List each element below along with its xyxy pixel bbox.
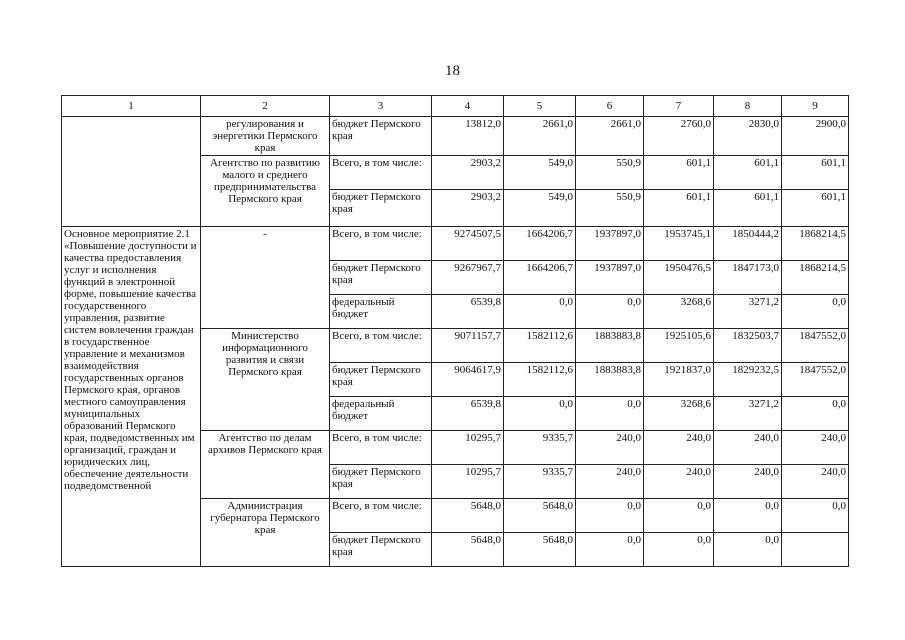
value-cell: 2830,0	[714, 117, 782, 156]
table-row	[62, 117, 849, 156]
value-cell: 0,0	[782, 295, 849, 329]
column-header: 6	[576, 96, 644, 117]
source-cell: бюджет Пермского края	[330, 465, 432, 499]
value-cell: 1953745,1	[644, 227, 714, 261]
value-cell: 2903,2	[432, 156, 504, 190]
source-cell: Всего, в том числе:	[330, 431, 432, 465]
value-cell: 1847552,0	[782, 363, 849, 397]
value-cell: 240,0	[644, 431, 714, 465]
budget-table	[61, 95, 849, 567]
source-cell: бюджет Пермского края	[330, 363, 432, 397]
source-cell: бюджет Пермского края	[330, 190, 432, 227]
value-cell: 1850444,2	[714, 227, 782, 261]
value-cell: 1925105,6	[644, 329, 714, 363]
value-cell: 0,0	[504, 397, 576, 431]
column-header: 3	[330, 96, 432, 117]
value-cell: 0,0	[644, 499, 714, 533]
value-cell: 0,0	[644, 533, 714, 567]
value-cell: 601,1	[782, 156, 849, 190]
value-cell: 13812,0	[432, 117, 504, 156]
value-cell: 240,0	[782, 431, 849, 465]
executor-cell: Агентство по развитию малого и среднего предпринимательства Пермского края	[201, 156, 330, 227]
executor-cell: Администрация губернатора Пермского края	[201, 499, 330, 567]
executor-cell: -	[201, 227, 330, 329]
value-cell: 3271,2	[714, 295, 782, 329]
value-cell: 0,0	[504, 295, 576, 329]
column-header: 2	[201, 96, 330, 117]
value-cell: 2661,0	[576, 117, 644, 156]
value-cell: 1921837,0	[644, 363, 714, 397]
value-cell: 0,0	[576, 295, 644, 329]
value-cell: 240,0	[782, 465, 849, 499]
value-cell: 1847552,0	[782, 329, 849, 363]
value-cell: 2661,0	[504, 117, 576, 156]
value-cell: 1868214,5	[782, 261, 849, 295]
value-cell: 5648,0	[432, 499, 504, 533]
value-cell: 1868214,5	[782, 227, 849, 261]
value-cell: 1883883,8	[576, 363, 644, 397]
value-cell: 1847173,0	[714, 261, 782, 295]
source-cell: бюджет Пермского края	[330, 261, 432, 295]
executor-cell: регулирования и энергетики Пермского края	[201, 117, 330, 156]
value-cell: 1950476,5	[644, 261, 714, 295]
value-cell: 9064617,9	[432, 363, 504, 397]
value-cell: 1829232,5	[714, 363, 782, 397]
value-cell: 9274507,5	[432, 227, 504, 261]
column-header: 8	[714, 96, 782, 117]
executor-cell: Агентство по делам архивов Пермского края	[201, 431, 330, 499]
column-header: 1	[62, 96, 201, 117]
value-cell: 0,0	[576, 499, 644, 533]
table-row	[62, 227, 849, 261]
value-cell: 1582112,6	[504, 329, 576, 363]
activity-cell-empty	[62, 117, 201, 227]
value-cell: 9071157,7	[432, 329, 504, 363]
value-cell: 6539,8	[432, 397, 504, 431]
value-cell: 1664206,7	[504, 261, 576, 295]
value-cell: 9335,7	[504, 465, 576, 499]
value-cell: 10295,7	[432, 465, 504, 499]
value-cell: 5648,0	[504, 499, 576, 533]
value-cell: 601,1	[644, 190, 714, 227]
value-cell: 1832503,7	[714, 329, 782, 363]
value-cell: 0,0	[714, 533, 782, 567]
value-cell: 550,9	[576, 156, 644, 190]
source-cell: Всего, в том числе:	[330, 329, 432, 363]
source-cell: бюджет Пермского края	[330, 117, 432, 156]
value-cell: 10295,7	[432, 431, 504, 465]
value-cell: 1937897,0	[576, 227, 644, 261]
value-cell: 0,0	[576, 533, 644, 567]
value-cell: 6539,8	[432, 295, 504, 329]
value-cell: 0,0	[576, 397, 644, 431]
value-cell	[782, 533, 849, 567]
column-header: 9	[782, 96, 849, 117]
source-cell: федеральный бюджет	[330, 397, 432, 431]
value-cell: 549,0	[504, 156, 576, 190]
value-cell: 2900,0	[782, 117, 849, 156]
value-cell: 240,0	[576, 431, 644, 465]
value-cell: 240,0	[714, 465, 782, 499]
value-cell: 1883883,8	[576, 329, 644, 363]
value-cell: 2903,2	[432, 190, 504, 227]
table-header-row	[62, 96, 849, 117]
value-cell: 0,0	[782, 397, 849, 431]
value-cell: 550,9	[576, 190, 644, 227]
value-cell: 601,1	[644, 156, 714, 190]
source-cell: Всего, в том числе:	[330, 499, 432, 533]
column-header: 7	[644, 96, 714, 117]
source-cell: федеральный бюджет	[330, 295, 432, 329]
value-cell: 1582112,6	[504, 363, 576, 397]
value-cell: 9335,7	[504, 431, 576, 465]
value-cell: 2760,0	[644, 117, 714, 156]
value-cell: 5648,0	[504, 533, 576, 567]
value-cell: 1937897,0	[576, 261, 644, 295]
value-cell: 549,0	[504, 190, 576, 227]
value-cell: 240,0	[576, 465, 644, 499]
value-cell: 601,1	[714, 156, 782, 190]
value-cell: 1664206,7	[504, 227, 576, 261]
source-cell: бюджет Пермского края	[330, 533, 432, 567]
value-cell: 3271,2	[714, 397, 782, 431]
page-number: 18	[445, 63, 460, 79]
value-cell: 5648,0	[432, 533, 504, 567]
value-cell: 3268,6	[644, 295, 714, 329]
value-cell: 9267967,7	[432, 261, 504, 295]
value-cell: 240,0	[714, 431, 782, 465]
value-cell: 0,0	[782, 499, 849, 533]
value-cell: 601,1	[782, 190, 849, 227]
source-cell: Всего, в том числе:	[330, 227, 432, 261]
column-header: 4	[432, 96, 504, 117]
executor-cell: Министерство информационного развития и связи Пермского края	[201, 329, 330, 431]
activity-description-cell: Основное мероприятие 2.1 «Повышение доступности и качества предоставления услуг и исполнения функций в электронной форме, повышение качества государственного управления, развитие систем вовлечения граждан в государственное управление и механизмов взаимодействия государственных органов Пермского края, органов местного самоуправления муниципальных образований Пермского края, подведомственных им организаций, граждан и юридических лиц, обеспечение деятельности подведомственной	[62, 227, 201, 567]
value-cell: 240,0	[644, 465, 714, 499]
column-header: 5	[504, 96, 576, 117]
value-cell: 0,0	[714, 499, 782, 533]
source-cell: Всего, в том числе:	[330, 156, 432, 190]
value-cell: 3268,6	[644, 397, 714, 431]
value-cell: 601,1	[714, 190, 782, 227]
